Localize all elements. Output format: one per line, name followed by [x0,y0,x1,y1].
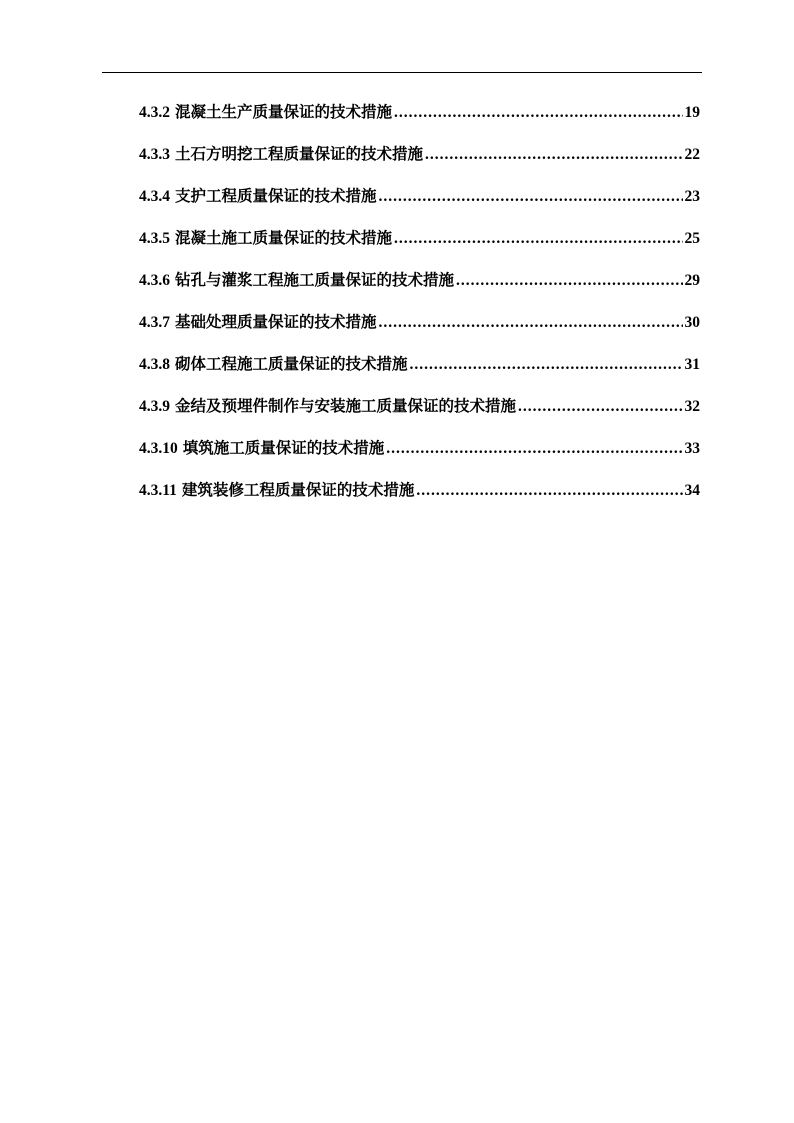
toc-entry-number: 4.3.8 [139,356,170,373]
toc-entry-number: 4.3.9 [139,398,170,415]
toc-entry-number: 4.3.10 [139,440,178,457]
toc-dot-leader [379,309,683,337]
toc-dot-leader [518,393,682,421]
toc-entry-number: 4.3.11 [139,482,177,499]
toc-entry[interactable] [139,392,700,434]
toc-entry[interactable] [139,98,700,140]
toc-entry[interactable] [139,140,700,182]
toc-dot-leader [425,141,682,169]
toc-entry[interactable] [139,182,700,224]
toc-entry[interactable] [139,476,700,518]
toc-entry-page: 19 [684,104,700,121]
toc-entry[interactable] [139,266,700,308]
toc-entry-title: 混凝土生产质量保证的技术措施 [175,102,393,121]
toc-entry[interactable] [139,224,700,266]
toc-entry-page: 23 [684,188,700,205]
toc-entry-title: 基础处理质量保证的技术措施 [175,312,377,331]
toc-entry-page: 31 [684,356,700,373]
toc-entry-number: 4.3.5 [139,230,170,247]
toc-dot-leader [416,477,682,505]
toc-entry-title: 建筑装修工程质量保证的技术措施 [181,480,415,499]
toc-entry-title: 土石方明挖工程质量保证的技术措施 [175,144,424,163]
table-of-contents [139,98,700,518]
toc-dot-leader [410,351,683,379]
toc-entry[interactable] [139,308,700,350]
toc-entry-page: 29 [684,272,700,289]
toc-entry-page: 30 [684,314,700,331]
toc-entry-number: 4.3.4 [139,188,170,205]
toc-dot-leader [379,183,683,211]
toc-dot-leader [456,267,682,295]
header-rule [102,72,702,73]
toc-entry-title: 混凝土施工质量保证的技术措施 [175,228,393,247]
toc-entry-title: 钻孔与灌浆工程施工质量保证的技术措施 [175,270,455,289]
toc-entry-page: 32 [684,398,700,415]
toc-entry-number: 4.3.2 [139,104,170,121]
toc-entry[interactable] [139,350,700,392]
toc-entry-page: 33 [684,440,700,457]
toc-entry-title: 支护工程质量保证的技术措施 [175,186,377,205]
toc-dot-leader [394,99,682,127]
toc-entry-title: 填筑施工质量保证的技术措施 [182,438,385,457]
toc-entry-page: 22 [684,146,700,163]
toc-dot-leader [386,435,682,463]
toc-entry-page: 25 [684,230,700,247]
toc-entry-number: 4.3.3 [139,146,170,163]
toc-entry-number: 4.3.6 [139,272,170,289]
toc-entry-number: 4.3.7 [139,314,170,331]
toc-entry-title: 砌体工程施工质量保证的技术措施 [175,354,408,373]
toc-entry-title: 金结及预埋件制作与安装施工质量保证的技术措施 [175,396,517,415]
toc-dot-leader [394,225,682,253]
toc-entry-page: 34 [684,482,700,499]
toc-entry[interactable] [139,434,700,476]
